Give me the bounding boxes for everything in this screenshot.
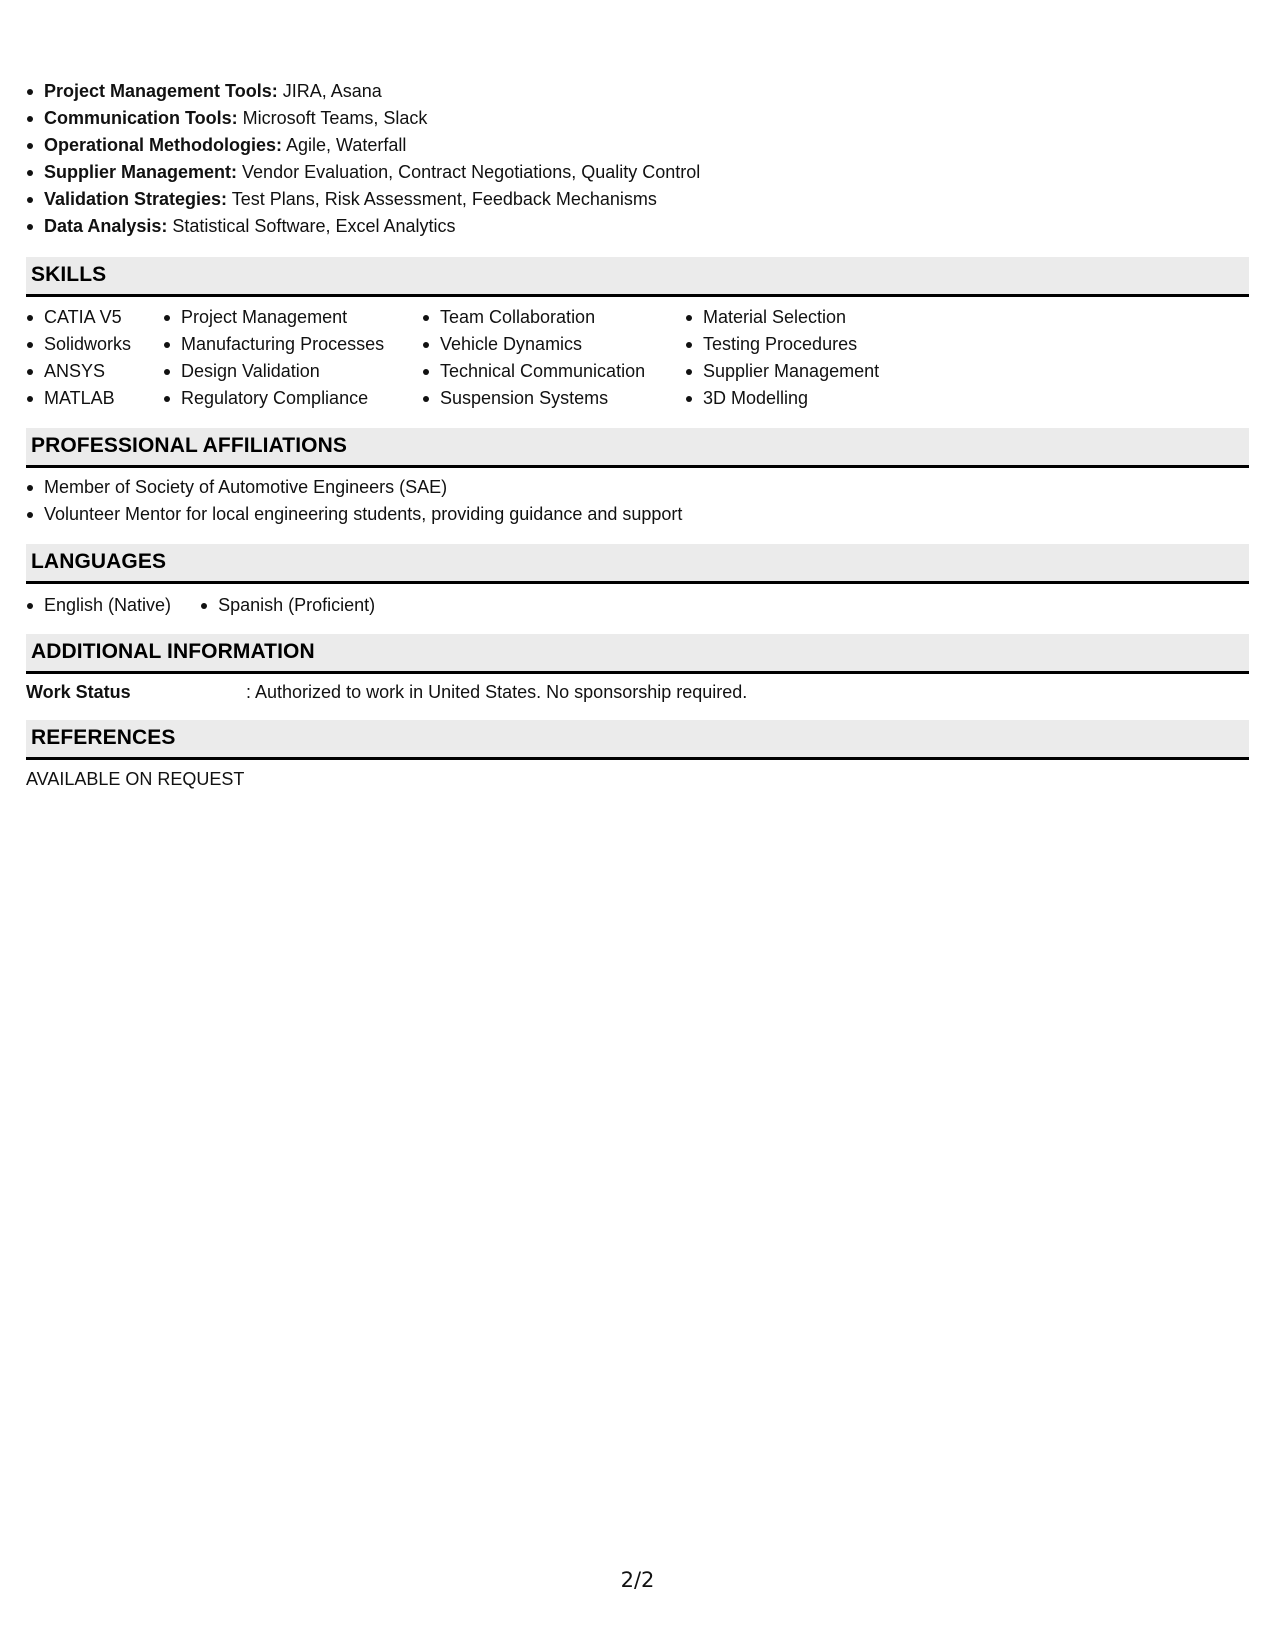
- work-status-value: : Authorized to work in United States. No sponsorship required.: [246, 682, 748, 702]
- list-item: Technical Communication: [422, 358, 645, 385]
- skills-heading: [26, 257, 1249, 297]
- languages-heading: [26, 544, 1249, 584]
- languages-heading-text: LANGUAGES: [31, 550, 167, 573]
- languages-list: [26, 592, 375, 619]
- tool-label: Project Management Tools:: [44, 81, 278, 101]
- language-item-english: [26, 592, 171, 619]
- tool-value: Test Plans, Risk Assessment, Feedback Mechanisms: [227, 189, 657, 209]
- list-item: [26, 132, 700, 159]
- list-item: [26, 105, 700, 132]
- list-item: English (Native): [26, 592, 171, 619]
- skills-column-1: [26, 304, 131, 412]
- tool-label: Operational Methodologies:: [44, 135, 283, 155]
- tool-value: Statistical Software, Excel Analytics: [167, 216, 456, 236]
- list-item: [26, 186, 700, 213]
- list-item: Vehicle Dynamics: [422, 331, 645, 358]
- skills-heading-text: SKILLS: [31, 263, 107, 286]
- skills-column-2: [163, 304, 384, 412]
- affiliations-list: [26, 474, 682, 528]
- list-item: 3D Modelling: [685, 385, 879, 412]
- list-item: Manufacturing Processes: [163, 331, 384, 358]
- list-item: CATIA V5: [26, 304, 131, 331]
- list-item: Testing Procedures: [685, 331, 879, 358]
- list-item: MATLAB: [26, 385, 131, 412]
- affiliations-heading: [26, 428, 1249, 468]
- tools-list: [26, 78, 700, 240]
- tool-label: Validation Strategies:: [44, 189, 228, 209]
- language-item-spanish: [200, 592, 375, 619]
- list-item: Team Collaboration: [422, 304, 645, 331]
- list-item: Project Management: [163, 304, 384, 331]
- references-text: AVAILABLE ON REQUEST: [26, 769, 245, 789]
- tool-value: Agile, Waterfall: [282, 135, 407, 155]
- list-item: Spanish (Proficient): [200, 592, 375, 619]
- references-heading: [26, 720, 1249, 760]
- skills-column-3: [422, 304, 645, 412]
- list-item: ANSYS: [26, 358, 131, 385]
- references-heading-text: REFERENCES: [31, 726, 176, 749]
- list-item: [26, 159, 700, 186]
- tool-label: Data Analysis:: [44, 216, 168, 236]
- list-item: [26, 78, 700, 105]
- list-item: Regulatory Compliance: [163, 385, 384, 412]
- tool-value: Microsoft Teams, Slack: [237, 108, 428, 128]
- list-item: Suspension Systems: [422, 385, 645, 412]
- skills-column-4: [685, 304, 879, 412]
- list-item: Volunteer Mentor for local engineering students, providing guidance and support: [26, 501, 682, 528]
- tool-label: Supplier Management:: [44, 162, 238, 182]
- additional-info-heading-text: ADDITIONAL INFORMATION: [31, 640, 315, 663]
- work-status-label: Work Status: [26, 682, 131, 702]
- affiliations-heading-text: PROFESSIONAL AFFILIATIONS: [31, 434, 347, 457]
- tool-label: Communication Tools:: [44, 108, 238, 128]
- list-item: Member of Society of Automotive Engineers (SAE): [26, 474, 682, 501]
- page-number: 2/2: [620, 1568, 655, 1592]
- tool-value: JIRA, Asana: [277, 81, 382, 101]
- list-item: Supplier Management: [685, 358, 879, 385]
- list-item: Material Selection: [685, 304, 879, 331]
- list-item: [26, 213, 700, 240]
- list-item: Solidworks: [26, 331, 131, 358]
- tool-value: Vendor Evaluation, Contract Negotiations, Quality Control: [237, 162, 701, 182]
- list-item: Design Validation: [163, 358, 384, 385]
- additional-info-heading: [26, 634, 1249, 674]
